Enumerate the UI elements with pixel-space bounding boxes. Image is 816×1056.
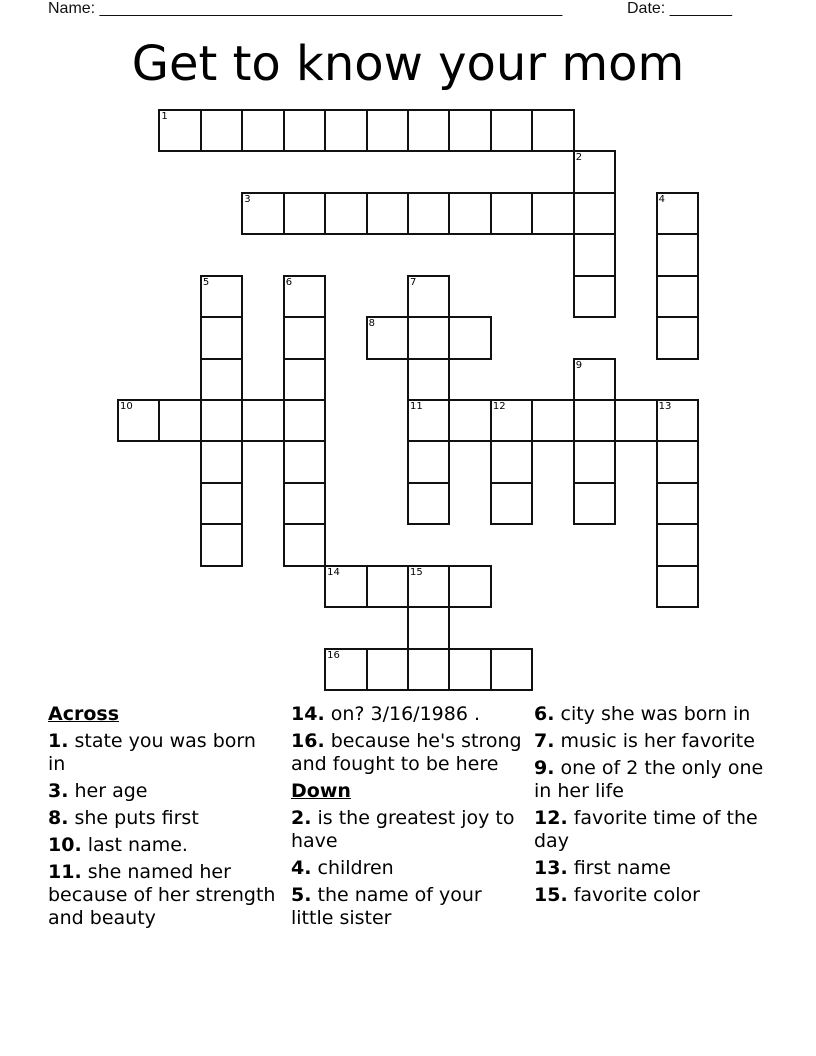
cell-number: 16	[327, 649, 340, 661]
clue-text: state you was born in	[48, 730, 256, 775]
crossword-cell[interactable]	[573, 440, 616, 483]
clue-number: 2.	[291, 807, 312, 829]
crossword-cell[interactable]	[573, 358, 616, 401]
clue-down-9	[534, 757, 774, 803]
crossword-cell[interactable]	[407, 399, 450, 442]
clue-number: 16.	[291, 730, 325, 752]
cell-number: 13	[658, 401, 672, 412]
down-heading: Down	[291, 780, 351, 802]
clue-text: on? 3/16/1986 .	[324, 703, 481, 725]
crossword-cell[interactable]	[573, 275, 616, 318]
cell-number: 10	[120, 401, 133, 412]
clues-column-1	[48, 703, 278, 934]
crossword-cell[interactable]	[283, 109, 326, 152]
crossword-cell[interactable]	[158, 399, 201, 442]
crossword-cell[interactable]	[407, 109, 450, 152]
crossword-cell[interactable]	[283, 275, 326, 318]
crossword-cell[interactable]	[283, 482, 326, 525]
clue-number: 8.	[48, 807, 69, 829]
crossword-cell[interactable]	[490, 399, 533, 442]
crossword-cell[interactable]	[407, 565, 450, 608]
cell-number: 12	[492, 401, 506, 412]
crossword-cell[interactable]	[283, 316, 326, 359]
clue-down-13	[534, 857, 774, 880]
cell-number: 7	[410, 276, 417, 288]
clue-number: 7.	[534, 730, 555, 752]
clue-text: music is her favorite	[554, 730, 755, 752]
clue-number: 15.	[534, 884, 568, 906]
crossword-cell[interactable]	[656, 399, 699, 442]
crossword-cell[interactable]	[200, 440, 243, 483]
clue-number: 11.	[48, 861, 82, 883]
crossword-cell[interactable]	[407, 482, 450, 525]
clue-down-4	[291, 857, 527, 880]
crossword-cell[interactable]	[200, 316, 243, 359]
cell-number: 11	[410, 401, 423, 412]
clue-down-6	[534, 703, 774, 726]
cell-number: 2	[575, 152, 583, 164]
crossword-cell[interactable]	[200, 358, 243, 401]
crossword-cell[interactable]	[656, 233, 699, 276]
clues-column-2	[291, 703, 527, 934]
crossword-cell[interactable]	[531, 192, 574, 235]
crossword-cell[interactable]	[200, 399, 243, 442]
cell-number: 3	[244, 193, 251, 205]
crossword-cell[interactable]	[366, 192, 409, 235]
clue-across-3	[48, 780, 278, 803]
clue-number: 9.	[534, 757, 555, 779]
crossword-cell[interactable]	[366, 565, 409, 608]
across-heading: Across	[48, 703, 120, 725]
clue-down-7	[534, 730, 774, 753]
cell-number: 15	[410, 566, 423, 578]
clue-across-16	[291, 730, 527, 776]
crossword-cell[interactable]	[366, 316, 409, 359]
clue-number: 5.	[291, 884, 312, 906]
clue-text: is the greatest joy to have	[291, 807, 515, 852]
clue-number: 4.	[291, 857, 312, 879]
crossword-cell[interactable]	[324, 648, 367, 691]
crossword-cell[interactable]	[158, 109, 201, 152]
crossword-cell[interactable]	[656, 482, 699, 525]
clue-text: city she was born in	[554, 703, 751, 725]
cell-number: 8	[368, 318, 375, 330]
crossword-cell[interactable]	[324, 192, 367, 235]
crossword-cell[interactable]	[573, 192, 616, 235]
clue-text: first name	[567, 857, 671, 879]
crossword-cell[interactable]	[490, 482, 533, 525]
crossword-cell[interactable]	[241, 192, 284, 235]
crossword-cell[interactable]	[490, 648, 533, 691]
crossword-cell[interactable]	[656, 440, 699, 483]
clue-across-11	[48, 861, 278, 930]
cell-number: 14	[327, 566, 340, 578]
crossword-cell[interactable]	[448, 109, 491, 152]
cell-number: 6	[285, 276, 293, 288]
clue-across-8	[48, 807, 278, 830]
crossword-cell[interactable]	[283, 358, 326, 401]
crossword-cell[interactable]	[407, 275, 450, 318]
crossword-cell[interactable]	[490, 109, 533, 152]
crossword-cell[interactable]	[200, 109, 243, 152]
crossword-cell[interactable]	[366, 648, 409, 691]
clue-text: the name of your little sister	[291, 884, 482, 929]
crossword-cell[interactable]	[656, 565, 699, 608]
clue-down-12	[534, 807, 774, 853]
clue-across-10	[48, 834, 278, 857]
clue-down-5	[291, 884, 527, 930]
crossword-cell[interactable]	[614, 399, 657, 442]
crossword-cell[interactable]	[573, 150, 616, 193]
crossword-cell[interactable]	[656, 275, 699, 318]
name-field[interactable]: Name: ____________________________________________________	[48, 0, 563, 17]
crossword-cell[interactable]	[656, 192, 699, 235]
crossword-cell[interactable]	[573, 399, 616, 442]
crossword-cell[interactable]	[656, 316, 699, 359]
crossword-cell[interactable]	[324, 565, 367, 608]
crossword-cell[interactable]	[448, 399, 491, 442]
crossword-cell[interactable]	[407, 606, 450, 649]
clue-text: because he's strong and fought to be here	[291, 730, 522, 775]
clue-number: 6.	[534, 703, 555, 725]
crossword-cell[interactable]	[407, 358, 450, 401]
clue-down-15	[534, 884, 774, 907]
crossword-cell[interactable]	[490, 440, 533, 483]
date-field[interactable]: Date: _______	[627, 0, 732, 17]
clue-number: 13.	[534, 857, 568, 879]
clue-number: 10.	[48, 834, 82, 856]
cell-number: 4	[658, 193, 665, 205]
crossword-cell[interactable]	[241, 109, 284, 152]
crossword-cell[interactable]	[448, 648, 491, 691]
cell-number: 1	[161, 111, 168, 122]
crossword-cell[interactable]	[448, 316, 491, 359]
crossword-cell[interactable]	[573, 233, 616, 276]
clues-column-3	[534, 703, 774, 911]
clue-text: favorite time of the day	[534, 807, 758, 852]
clue-text: children	[311, 857, 394, 879]
crossword-cell[interactable]	[241, 399, 284, 442]
crossword-cell[interactable]	[448, 565, 491, 608]
clue-text: she puts first	[68, 807, 199, 829]
clue-text: favorite color	[567, 884, 700, 906]
crossword-cell[interactable]	[407, 192, 450, 235]
crossword-cell[interactable]	[200, 482, 243, 525]
clue-number: 12.	[534, 807, 568, 829]
crossword-cell[interactable]	[407, 316, 450, 359]
crossword-cell[interactable]	[407, 440, 450, 483]
clue-down-2	[291, 807, 527, 853]
crossword-cell[interactable]	[407, 648, 450, 691]
crossword-cell[interactable]	[448, 192, 491, 235]
crossword-cell[interactable]	[283, 440, 326, 483]
clue-across-1	[48, 730, 278, 776]
crossword-cell[interactable]	[283, 192, 326, 235]
crossword-cell[interactable]	[490, 192, 533, 235]
crossword-cell[interactable]	[656, 523, 699, 566]
crossword-cell[interactable]	[283, 523, 326, 566]
clue-number: 1.	[48, 730, 69, 752]
clue-across-14	[291, 703, 527, 726]
page-title: Get to know your mom	[131, 36, 685, 92]
clue-text: she named her because of her strength and beauty	[48, 861, 276, 929]
clue-text: her age	[68, 780, 148, 802]
clue-number: 14.	[291, 703, 325, 725]
crossword-cell[interactable]	[531, 399, 574, 442]
clue-text: last name.	[81, 834, 188, 856]
crossword-cell[interactable]	[531, 109, 574, 152]
crossword-cell[interactable]	[200, 275, 243, 318]
clue-text: one of 2 the only one in her life	[534, 757, 764, 802]
clue-number: 3.	[48, 780, 69, 802]
cell-number: 9	[575, 359, 583, 371]
crossword-cell[interactable]	[200, 523, 243, 566]
crossword-cell[interactable]	[366, 109, 409, 152]
crossword-cell[interactable]	[324, 109, 367, 152]
crossword-cell[interactable]	[283, 399, 326, 442]
crossword-cell[interactable]	[117, 399, 160, 442]
crossword-cell[interactable]	[573, 482, 616, 525]
cell-number: 5	[202, 276, 210, 288]
